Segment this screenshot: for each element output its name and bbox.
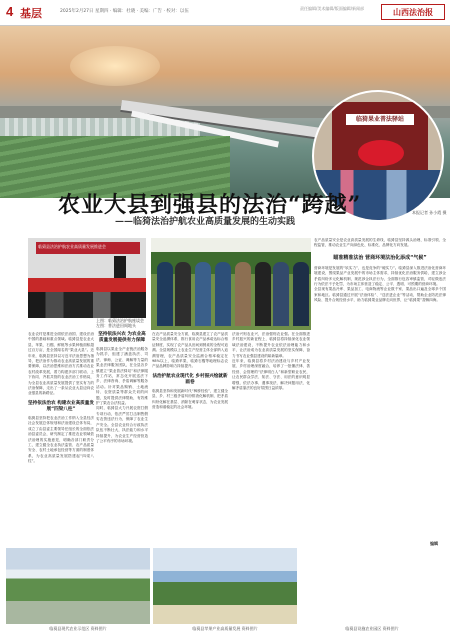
paragraph: 同时，临猗县大力开展农资打假专项行动，依法严厉打击制售假劣农资违法行为，保障了农业生产安全。全县农业综合行政执法队伍不断壮大，执法能力和水平持续提升，为农业生产经营营造了公平有序的市场环境。 — [96, 406, 148, 443]
inset-plaque: 临猗果业普法驿站 — [346, 114, 414, 125]
person-figure — [293, 262, 309, 326]
paragraph: 在农产品质量安全方面，临猗县建立了农产品质量安全追溯体系，推行食用农产品承诺达标合格证制度，实现了农产品从田间到餐桌的全程可追溯。全县规模以上农业生产经营主体全部纳入追溯管理，农产品质量安全监测合格率稳定在98%以上，临猗苹果、临猗石榴等地理标志农产品品牌影响力持续提升。 — [152, 332, 228, 369]
person-figure — [157, 262, 173, 326]
editor-notice: 责任编辑/美术编辑/版面编辑/新闻部 — [300, 6, 365, 11]
section-heading: 瞄准精准法治 营商环境法治化添成“气候” — [333, 254, 427, 261]
caption-line: 上图：临猗法治护航座谈会 — [96, 318, 144, 323]
paragraph: 临猗县以果业全产业链法治服务为抓手，组建了涵盖执法、司法、律师、公证、调解等力量的果业法律服务团队，在全县各乡镇建立“果业普法驿站”和法律服务工作站，常态化开展送法下乡、法律咨询、矛盾调解等服务活动。针对果品购销、土地流转、农资质量等群众关切的问题，及时提供法律帮助，有效维护了果农合法权益。 — [96, 347, 148, 406]
bottom-photo-3 — [300, 548, 444, 624]
text-column-right — [314, 238, 446, 544]
bottom-photo-2 — [153, 548, 297, 624]
paragraph: 近年来，临猗县将乡村法治建设与乡村产业发展、乡村治理深度融合，培养了一批懂法律、善经营、会管理的“法律明白人”和新型职业农民，让农民群众学法、知法、守法、用法的意识明显增强，依法办事、遇事找法、解决问题用法、化解矛盾靠法的良好氛围日益浓厚。 — [232, 359, 310, 391]
section-heading: 坚持依法治农 构建农业高质量发展“四梁八柱” — [28, 400, 94, 412]
meeting-photo — [28, 238, 146, 318]
bottom-caption-1: 临猗县现代农业示范区 资料图片 — [49, 626, 107, 631]
paragraph: 营商环境是发展的“软实力”，也是竞争的“硬实力”。临猗县深入推进法治化营商环境建设，围绕果品产业发展中的市场主体需求，持续优化法治服务供给，建立涉企矛盾纠纷多元化解机制，规范涉企执法行为，全面推行包容审慎监管，对轻微违法行为依法不予处罚，为市场主体营造了稳定、公平、透明、可预期的营商环境。 — [314, 265, 446, 287]
sun-glow — [70, 46, 160, 86]
subheadline: ——临猗法治护航农业高质量发展的生动实践 — [115, 217, 296, 227]
section-name: 基层 — [20, 8, 42, 20]
paragraph: 农产品质量安全是农业高质量发展的生命线，临猗县坚持源头治理、标准引领、全程监管，推动农业生产向绿色化、标准化、品牌化方向发展。 — [314, 238, 446, 248]
paragraph: 法治兴则农业兴，法治强则农业强。在全面推进乡村振兴的新征程上，临猗县将持续深化农业领域法治建设，不断提升农业依法治理能力和水平，让法治成为农业高质量发展的坚实保障，奋力书写农业强县建设的崭新篇章。 — [232, 332, 310, 358]
photo-caption — [96, 318, 148, 328]
bottom-caption-3: 临猗县设施农业园区 资料图片 — [345, 626, 399, 631]
meeting-table — [28, 278, 146, 292]
person-figure — [175, 262, 191, 326]
meeting-banner-text: 临猗县法治护航农业高质量发展推进会 — [38, 244, 106, 249]
newspaper-logo: 山西法治报 — [381, 4, 445, 20]
inset-caption: 本报记者 孙小霞 摄 — [412, 210, 447, 215]
caption-line: 左图：普法进田间地头 — [96, 323, 136, 328]
field-visit-photo — [151, 238, 311, 330]
person-figure — [255, 262, 271, 326]
bottom-caption-2: 临猗县苹果产业高质量发展 资料图片 — [192, 626, 258, 631]
paragraph: 全县现有果品冷库、果品加工、电商物流等企业数千家，果品出口遍及全球多个国家和地区。临猗县通过开展“法治体检”、“送法进企业”等活动，帮助企业防范法律风险、提升合规经营水平，助力临猗果业品牌走向世界，让“临猗果”香飘四海。 — [314, 287, 446, 303]
text-column-1 — [28, 332, 94, 542]
masthead — [0, 0, 450, 26]
paragraph: 临猗县坚持把农业法治工作纳入全县经济社会发展总体规划和法治建设总体布局，成立了由县委主要领导任组长的全面依法治县委员会，研究制定了推进农业领域依法治理的实施意见，明确各部门职责分工，建立健全农业执法监管、农产品质量安全、农村土地承包经营等方面的制度体系，为农业高质量发展搭建起“四梁八柱”。 — [28, 415, 94, 464]
person-figure — [195, 262, 211, 326]
person-figure — [235, 262, 251, 326]
person-figure — [215, 262, 231, 326]
red-ribbon — [358, 140, 404, 166]
issue-info: 2025年2月27日 星期四 · 编辑：杜晓 · 美编：广告 · 校对：以伍 — [60, 9, 189, 14]
text-column-4 — [232, 332, 310, 542]
paragraph: 农业农村是推进全面依法治国、建设法治中国的基础和重点领域。临猗县是农业大县，苹果、石榴、鲜桃等水果种植面积超过百万亩，是全国闻名的“果业大县”。近年来，临猗县坚持以习近平法治思想为指导，把法治作为推动农业高质量发展的重要保障，以法治思维和法治方式推动农业农村改革发展，着力构建多部门联动、上下协同、齐抓共管的农业法治工作格局，为全县农业高质量发展提供了坚实有力的法治保障，走出了一条从农业大县迈向农业强县的新路径。 — [28, 332, 94, 396]
section-heading: 坚持依法兴农 为农业高质量发展提供有力保障 — [98, 332, 146, 343]
page-number: 4 — [6, 4, 14, 19]
section-heading: 法治护航农业现代化 乡村振兴绘就新画卷 — [152, 373, 228, 385]
paragraph: 临猗县坚持和发展新时代“枫桥经验”，建立健全县、乡、村三级矛盾纠纷排查化解机制，把矛盾纠纷化解在基层、消除在萌芽状态，为农业发展营造和谐稳定的社会环境。 — [152, 388, 228, 410]
text-column-3 — [152, 332, 228, 542]
bottom-photo-1 — [6, 548, 150, 624]
person-figure — [273, 262, 289, 326]
editor-signature: 编辑 — [430, 541, 438, 546]
meeting-crowd — [28, 292, 146, 318]
headline: 农业大县到强县的法治“跨越” — [58, 192, 362, 218]
text-column-2 — [96, 328, 148, 542]
